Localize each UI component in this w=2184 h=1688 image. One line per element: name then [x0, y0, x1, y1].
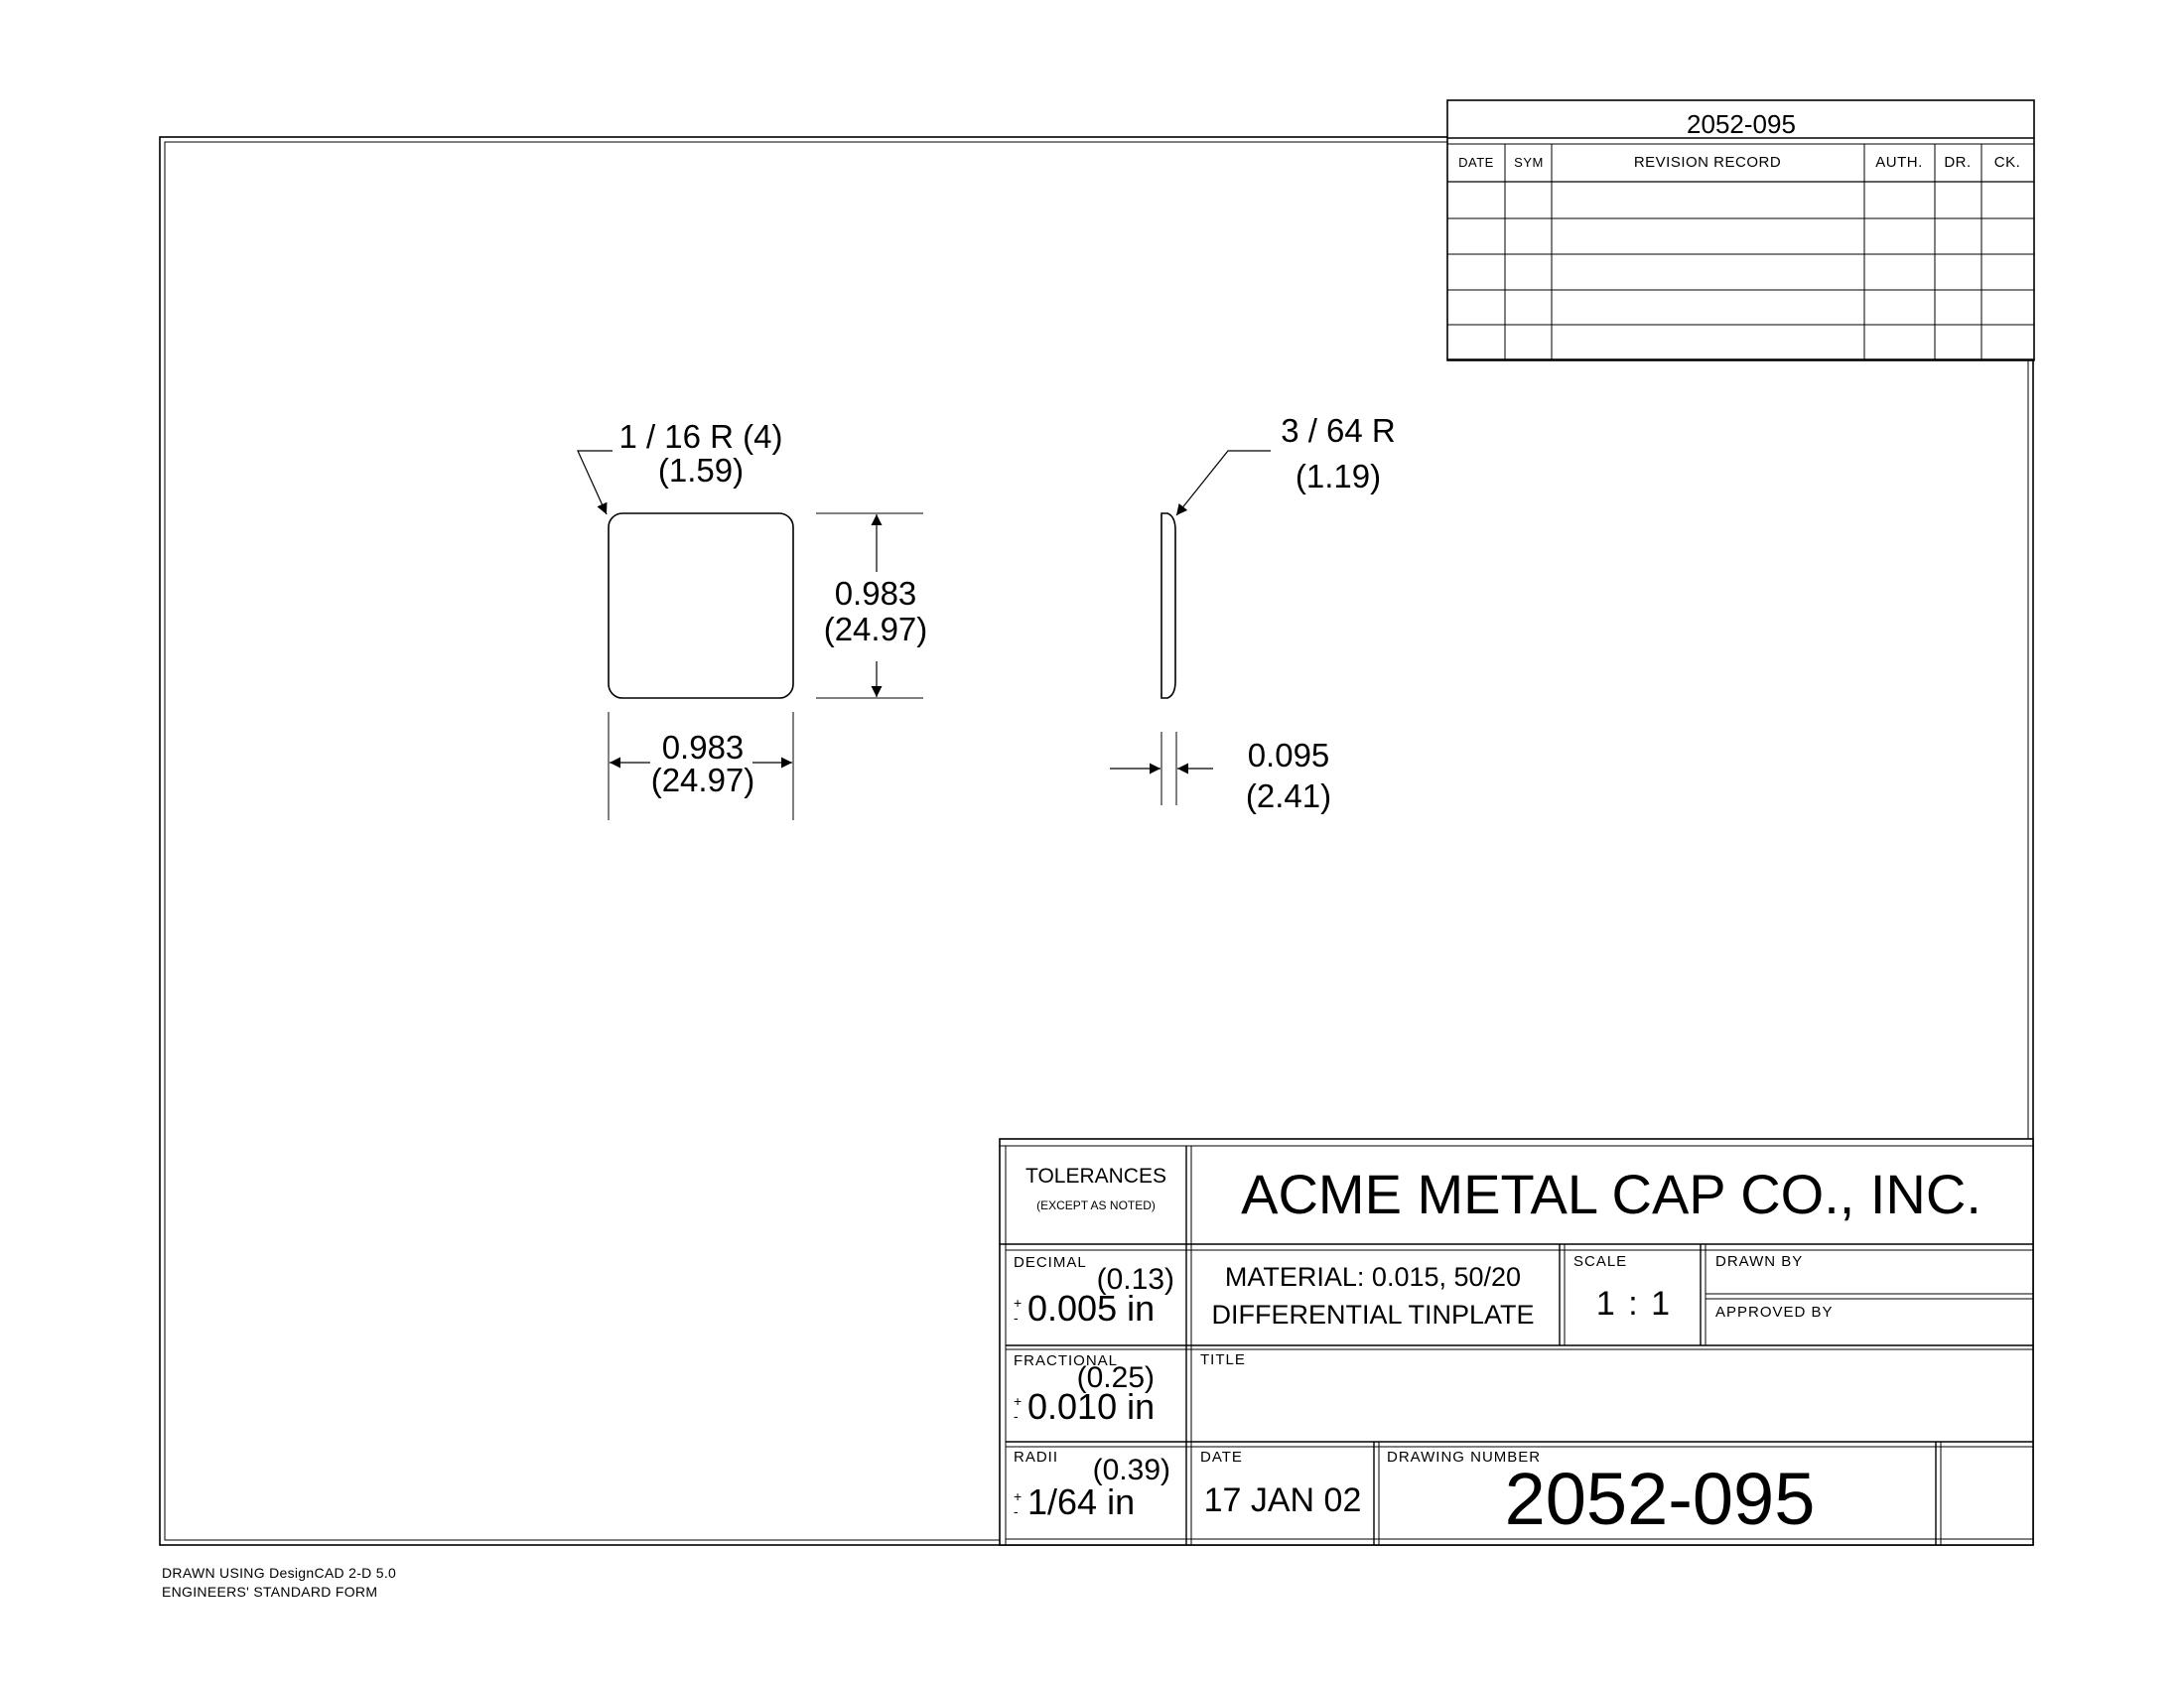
footer-line2: ENGINEERS' STANDARD FORM — [162, 1584, 378, 1600]
edge-radius-mm: (1.19) — [1295, 458, 1382, 494]
drawing-number: 2052-095 — [1504, 1458, 1816, 1540]
corner-radius-label: 1 / 16 R (4) — [618, 418, 783, 455]
radii-label: RADII — [1014, 1449, 1059, 1466]
front-view — [578, 418, 927, 820]
rev-col-date: DATE — [1458, 155, 1494, 170]
footer-line1: DRAWN USING DesignCAD 2-D 5.0 — [162, 1565, 397, 1581]
fractional-value: 0.010 in — [1027, 1386, 1156, 1427]
decimal-value: 0.005 in — [1027, 1288, 1156, 1329]
radii-value: 1/64 in — [1027, 1481, 1136, 1522]
fractional-minus: - — [1014, 1408, 1019, 1424]
width-label: 0.983 — [661, 729, 745, 766]
fractional-plus: + — [1014, 1393, 1023, 1409]
side-view — [1110, 412, 1396, 814]
revision-block — [1447, 100, 2034, 360]
drawing-number-label: DRAWING NUMBER — [1387, 1449, 1542, 1466]
height-label: 0.983 — [834, 575, 917, 612]
edge-radius-leader — [1176, 451, 1271, 515]
date-value: 17 JAN 02 — [1203, 1481, 1362, 1519]
cap-outline — [609, 513, 793, 698]
thickness-label: 0.095 — [1247, 737, 1330, 774]
revision-drawing-number: 2052-095 — [1687, 109, 1796, 139]
decimal-label: DECIMAL — [1014, 1254, 1087, 1271]
radii-minus: - — [1014, 1503, 1019, 1519]
thickness-mm: (2.41) — [1245, 777, 1332, 814]
decimal-minus: - — [1014, 1310, 1019, 1326]
corner-radius-mm: (1.59) — [657, 452, 745, 489]
fractional-label: FRACTIONAL — [1014, 1352, 1119, 1369]
company-name: ACME METAL CAP CO., INC. — [1241, 1163, 1981, 1225]
edge-radius-label: 3 / 64 R — [1281, 412, 1396, 449]
width-mm: (24.97) — [650, 762, 755, 798]
material-line1: MATERIAL: 0.015, 50/20 — [1224, 1262, 1522, 1292]
cap-profile — [1161, 513, 1175, 698]
rev-col-record: REVISION RECORD — [1633, 154, 1782, 171]
radii-plus: + — [1014, 1488, 1023, 1504]
rev-col-dr: DR. — [1944, 154, 1972, 171]
decimal-mm: (0.13) — [1096, 1263, 1174, 1296]
radii-mm: (0.39) — [1092, 1454, 1170, 1486]
rev-col-ck: CK. — [1993, 154, 2021, 171]
tolerances-note: (EXCEPT AS NOTED) — [1036, 1198, 1156, 1212]
fractional-mm: (0.25) — [1076, 1361, 1155, 1394]
material-line2: DIFFERENTIAL TINPLATE — [1211, 1300, 1535, 1330]
scale-label: SCALE — [1573, 1253, 1628, 1270]
scale-value: 1 : 1 — [1595, 1285, 1673, 1323]
date-label: DATE — [1200, 1449, 1243, 1466]
tolerances-label: TOLERANCES — [1025, 1165, 1166, 1188]
footer-notes — [162, 1565, 396, 1600]
corner-radius-leader — [578, 451, 613, 514]
height-mm: (24.97) — [823, 611, 928, 647]
rev-col-auth: AUTH. — [1875, 154, 1923, 171]
drawn-by-label: DRAWN BY — [1715, 1253, 1804, 1270]
approved-by-label: APPROVED BY — [1715, 1304, 1834, 1321]
decimal-plus: + — [1014, 1295, 1023, 1311]
title-block — [1000, 1139, 2033, 1545]
title-label: TITLE — [1200, 1351, 1246, 1368]
rev-col-sym: SYM — [1514, 155, 1544, 170]
